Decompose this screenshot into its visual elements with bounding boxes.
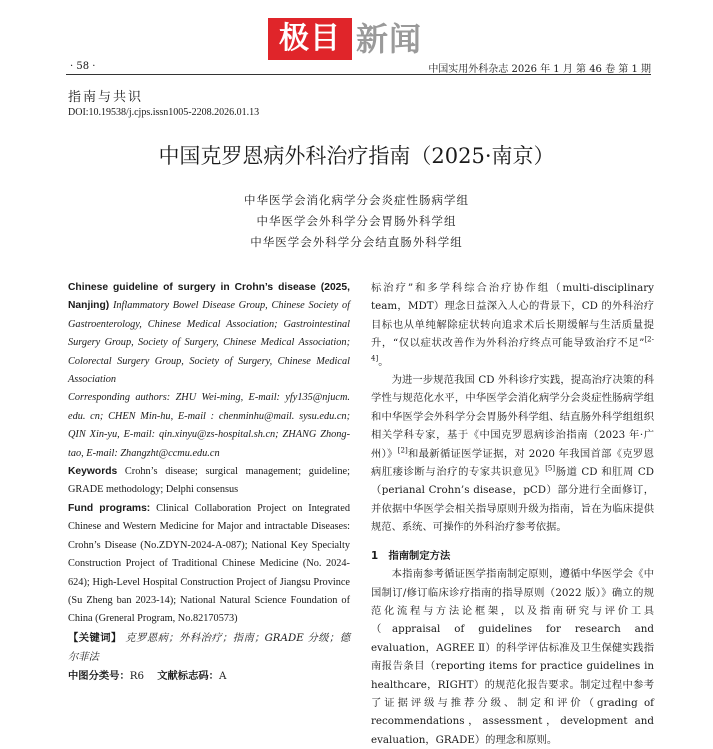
english-abstract-column (68, 279, 350, 686)
citation: [2] (397, 446, 408, 455)
citation: [5] (545, 464, 556, 473)
author-group: 中华医学会外科学分会结直肠外科学组 (250, 235, 463, 249)
citation: [2-4] (371, 335, 654, 363)
watermark-logo (268, 14, 448, 64)
paragraph-text: 。 (378, 355, 389, 368)
paragraph-text: 肠道 CD 和肛周 CD（perianal Crohn’s disease，pCD）部分进行全面修订，并依据中华医学会相关指导原则升级为指南，旨在为临床提供规范、系统、可操作的外科治疗参考依据。 (371, 466, 655, 534)
section-label: 指南与共识 (68, 90, 144, 105)
paragraph (371, 279, 654, 371)
corresponding-authors: Corresponding authors: ZHU Wei-ming, E-mail: yfy135@njucm. edu. cn; CHEN Min-hu, E-mail : chenminhu@mail. sysu.edu.cn; QIN Xin-yu, E-mail: qin.xinyu@zs-hospital.sh.cn; ZHANG Zhong-tao, E-mail: Zhangzht@ccmu.edu.cn (68, 392, 350, 459)
watermark-name: 新闻 (356, 20, 423, 58)
paragraph-text: 和最新循证医学证据，对 2020 年我国首部《克罗恩病肛瘘诊断与治疗的专家共识意见》 (371, 447, 654, 479)
author-group: 中华医学会外科学分会胃肠外科学组 (256, 214, 457, 228)
journal-header: 中国实用外科杂志 2026 年 1 月 第 46 卷 第 1 期 (428, 64, 651, 75)
document-code-value: A (218, 669, 227, 682)
paragraph (371, 371, 654, 537)
cn-keywords-label: 【关键词】 (68, 632, 122, 644)
article-title: 中国克罗恩病外科治疗指南（2025·南京） (158, 144, 555, 168)
english-title: Chinese guideline of surgery in Crohn’s disease (2025, Nanjing) (68, 282, 350, 312)
watermark-mark: 极目 (268, 18, 352, 60)
cn-keywords: 克罗恩病；外科治疗；指南；GRADE 分级；德尔菲法 (68, 631, 350, 664)
keywords-label: Keywords (68, 466, 118, 478)
paragraph-text: 为进一步规范我国 CD 外科诊疗实践，提高治疗决策的科学性与规范化水平，中华医学会消化病学分会炎症性肠病学组和中华医学会外科学分会胃肠外科学组、结直肠外科学组组织相关学科专家，基于《中国克罗恩病诊治指南（2023 年·广州）》 (371, 374, 654, 460)
header-divider (66, 74, 651, 75)
author-groups (0, 190, 713, 253)
fund-label: Fund programs: (68, 502, 151, 514)
paragraph: 本指南参考循证医学指南制定原则，遵循中华医学会《中国制订/修订临床诊疗指南的指导原则（2022 版）》确立的规范化流程与方法论框架，以及指南研究与评价工具（appraisal of guidelines for research and evaluation，AGREE Ⅱ）的科学评估标准及卫生保健实践指南报告条目（reporting items for practice guidelines in healthcare，RIGHT）的规范化报告要求。制定过程中参考了证据评级与推荐分级、制定和评价（grading of recommendations，assessment，development and evaluation，GRADE）的理念和原则。 (371, 568, 654, 746)
fund-programs: Clinical Collaboration Project on Integrated Chinese and Western Medicine for Major and intractable Diseases: Crohn’s Disease (No.ZDYN-2024-A-087); National Key Specialty Construction Project of Traditional Chinese Medicine (No. 2024-624); High-Level Hospital Construction Project of Jiangsu Province (Su Zheng ban 2023-14); National Natural Science Foundation of China (Greneral Program, No.82170573) (68, 502, 350, 625)
keywords: Crohn’s disease; surgical management; guideline; GRADE methodology; Delphi consensus (68, 466, 350, 496)
section-heading: 1 指南制定方法 (371, 549, 451, 562)
document-code-label: 文献标志码： (157, 670, 219, 682)
english-author-groups: Inflammatory Bowel Disease Group, Chinese Society of Gastroenterology, Chinese Medical Association; Gastrointestinal Surgery Group, Society of Surgery, Chinese Medical Association; Colorectal Surgery Group, Society of Surgery, Chinese Medical Association (68, 300, 350, 386)
author-group: 中华医学会消化病学分会炎症性肠病学组 (244, 193, 469, 207)
paragraph-text: 标治疗”和多学科综合治疗协作组（multi-disciplinary team，MDT）理念日益深入人心的背景下，CD 的外科治疗目标也从单纯解除症状转向追求术后长期缓解与生活质量提升，“仅以症状改善作为外科治疗终点可能导致治疗不足” (371, 282, 654, 350)
classification-value: R6 (129, 669, 145, 682)
page-number: · 58 · (70, 61, 96, 72)
body-column (371, 279, 654, 749)
doi: DOI:10.19538/j.cjps.issn1005-2208.2026.01.13 (68, 107, 260, 118)
classification-label: 中图分类号： (68, 670, 130, 682)
